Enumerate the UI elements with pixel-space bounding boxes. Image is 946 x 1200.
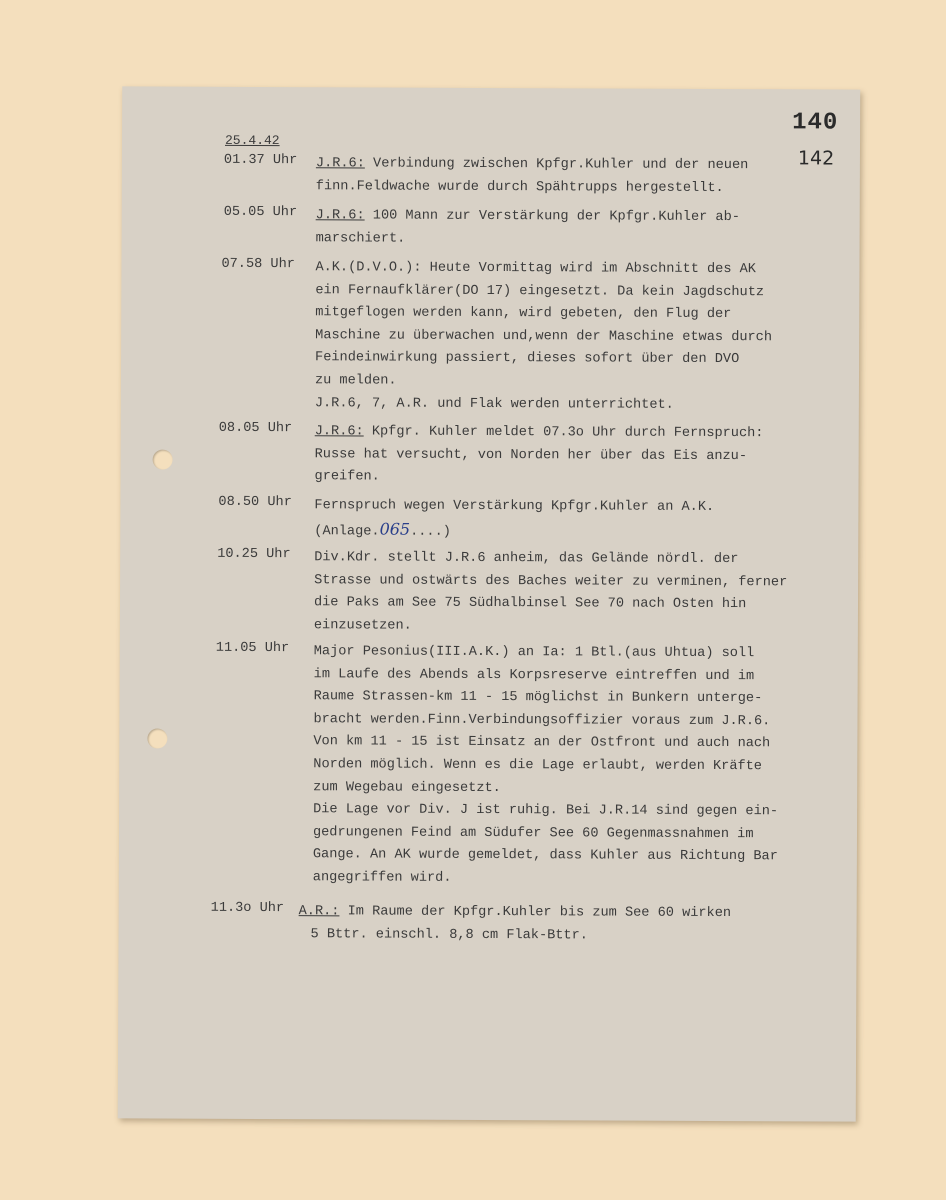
entry-time: 10.25 Uhr xyxy=(217,546,291,563)
entry-line: A.K.(D.V.O.): Heute Vormittag wird im Abschnitt des AK xyxy=(315,260,757,278)
entry-line: Von km 11 - 15 ist Einsatz an der Ostfront und auch nach xyxy=(313,734,771,752)
entry-time: 05.05 Uhr xyxy=(223,204,298,221)
entry-text xyxy=(299,901,839,949)
entry-line: J.R.6, 7, A.R. und Flak werden unterrichtet. xyxy=(314,395,674,413)
entry-line: Russe hat versucht, von Norden her über das Eis anzu- xyxy=(314,446,748,464)
log-entry xyxy=(122,204,860,247)
entry-line: Fernspruch wegen Verstärkung Kpfgr.Kuhler an A.K. xyxy=(314,498,715,515)
entry-time: 11.3o Uhr xyxy=(210,900,285,917)
punch-hole-top xyxy=(153,450,173,470)
entry-time: 01.37 Uhr xyxy=(223,152,298,169)
entry-text xyxy=(316,205,856,253)
entry-line: 100 Mann zur Verstärkung der Kpfgr.Kuhler ab- xyxy=(372,208,740,226)
entry-line: Die Lage vor Div. J ist ruhig. Bei J.R.14 sind gegen ein- xyxy=(313,802,779,820)
entry-line: (Anlage. xyxy=(314,523,380,540)
entry-line: Raume Strassen-km 11 - 15 möglichst in Bunkern unterge- xyxy=(313,689,763,707)
punch-hole-bottom xyxy=(147,729,167,749)
entry-text xyxy=(315,257,856,418)
document-page xyxy=(118,86,860,1121)
annex-suffix: ....) xyxy=(410,524,451,540)
page-number-handwritten: 142 xyxy=(797,147,835,170)
entry-line: Gange. An AK wurde gemeldet, dass Kuhler aus Richtung Bar xyxy=(312,847,778,865)
page-number-stamp: 140 xyxy=(792,109,839,137)
log-entry xyxy=(120,640,858,886)
entry-line: gedrungenen Feind am Südufer See 60 Gegenmassnahmen im xyxy=(312,824,754,842)
log-entry xyxy=(122,256,860,413)
entry-line: einzusetzen. xyxy=(313,618,412,634)
entry-line: Im Raume der Kpfgr.Kuhler bis zum See 60 wirken xyxy=(347,904,732,922)
entry-line: zum Wegebau eingesetzt. xyxy=(313,779,501,796)
entry-unit: A.R.: xyxy=(298,904,340,920)
annex-number-handwritten: 065 xyxy=(379,519,411,539)
entry-unit: J.R.6: xyxy=(315,208,365,224)
entry-line: 5 Bttr. einschl. 8,8 cm Flak-Bttr. xyxy=(310,926,588,944)
entry-line: Strasse und ostwärts des Baches weiter zu verminen, ferner xyxy=(314,572,788,590)
entry-text xyxy=(313,641,854,892)
entry-line: die Paks am See 75 Südhalbinsel See 70 nach Osten hin xyxy=(313,595,747,613)
entry-date: 25.4.42 xyxy=(224,132,280,149)
entry-line: zu melden. xyxy=(314,373,397,389)
entry-line: finn.Feldwache wurde durch Spähtrupps hergestellt. xyxy=(315,178,724,196)
entry-text xyxy=(316,153,856,201)
entry-unit: J.R.6: xyxy=(314,424,364,440)
entry-unit: J.R.6: xyxy=(315,156,365,172)
entry-time: 11.05 Uhr xyxy=(215,640,290,657)
entry-time: 07.58 Uhr xyxy=(221,256,295,273)
log-entry xyxy=(121,420,859,485)
log-entry xyxy=(119,900,857,944)
entry-line: Feindeinwirkung passiert, dieses sofort über den DVO xyxy=(315,350,740,368)
entry-line: angegriffen wird. xyxy=(312,870,452,886)
entry-time: 08.05 Uhr xyxy=(218,420,293,437)
entry-text xyxy=(315,421,855,491)
entry-text xyxy=(314,547,854,640)
entry-text xyxy=(314,495,854,543)
entry-line: Norden möglich. Wenn es die Lage erlaubt, werden Kräfte xyxy=(313,757,762,775)
entry-line: ein Fernaufklärer(DO 17) eingesetzt. Da kein Jagdschutz xyxy=(315,282,765,300)
entry-line: mitgeflogen werden kann, wird gebeten, den Flug der xyxy=(315,305,732,323)
entry-line: marschiert. xyxy=(315,230,406,247)
entry-line: greifen. xyxy=(314,469,380,485)
log-entry xyxy=(120,546,858,634)
entry-line: Kpfgr. Kuhler meldet 07.3o Uhr durch Fernspruch: xyxy=(371,424,764,442)
entry-line: Maschine zu überwachen und,wenn der Maschine etwas durch xyxy=(315,328,773,346)
entry-line: bracht werden.Finn.Verbindungsoffizier voraus zum J.R.6. xyxy=(313,712,771,730)
entry-line: im Laufe des Abends als Korpsreserve eintreffen und im xyxy=(313,666,755,684)
entry-line: Div.Kdr. stellt J.R.6 anheim, das Gelände nördl. der xyxy=(314,550,739,568)
entry-time: 08.50 Uhr xyxy=(218,494,292,511)
log-entry xyxy=(120,494,858,540)
entry-line: Major Pesonius(III.A.K.) an Ia: 1 Btl.(aus Uhtua) soll xyxy=(313,644,755,662)
entry-line: Verbindung zwischen Kpfgr.Kuhler und der neuen xyxy=(373,156,749,174)
